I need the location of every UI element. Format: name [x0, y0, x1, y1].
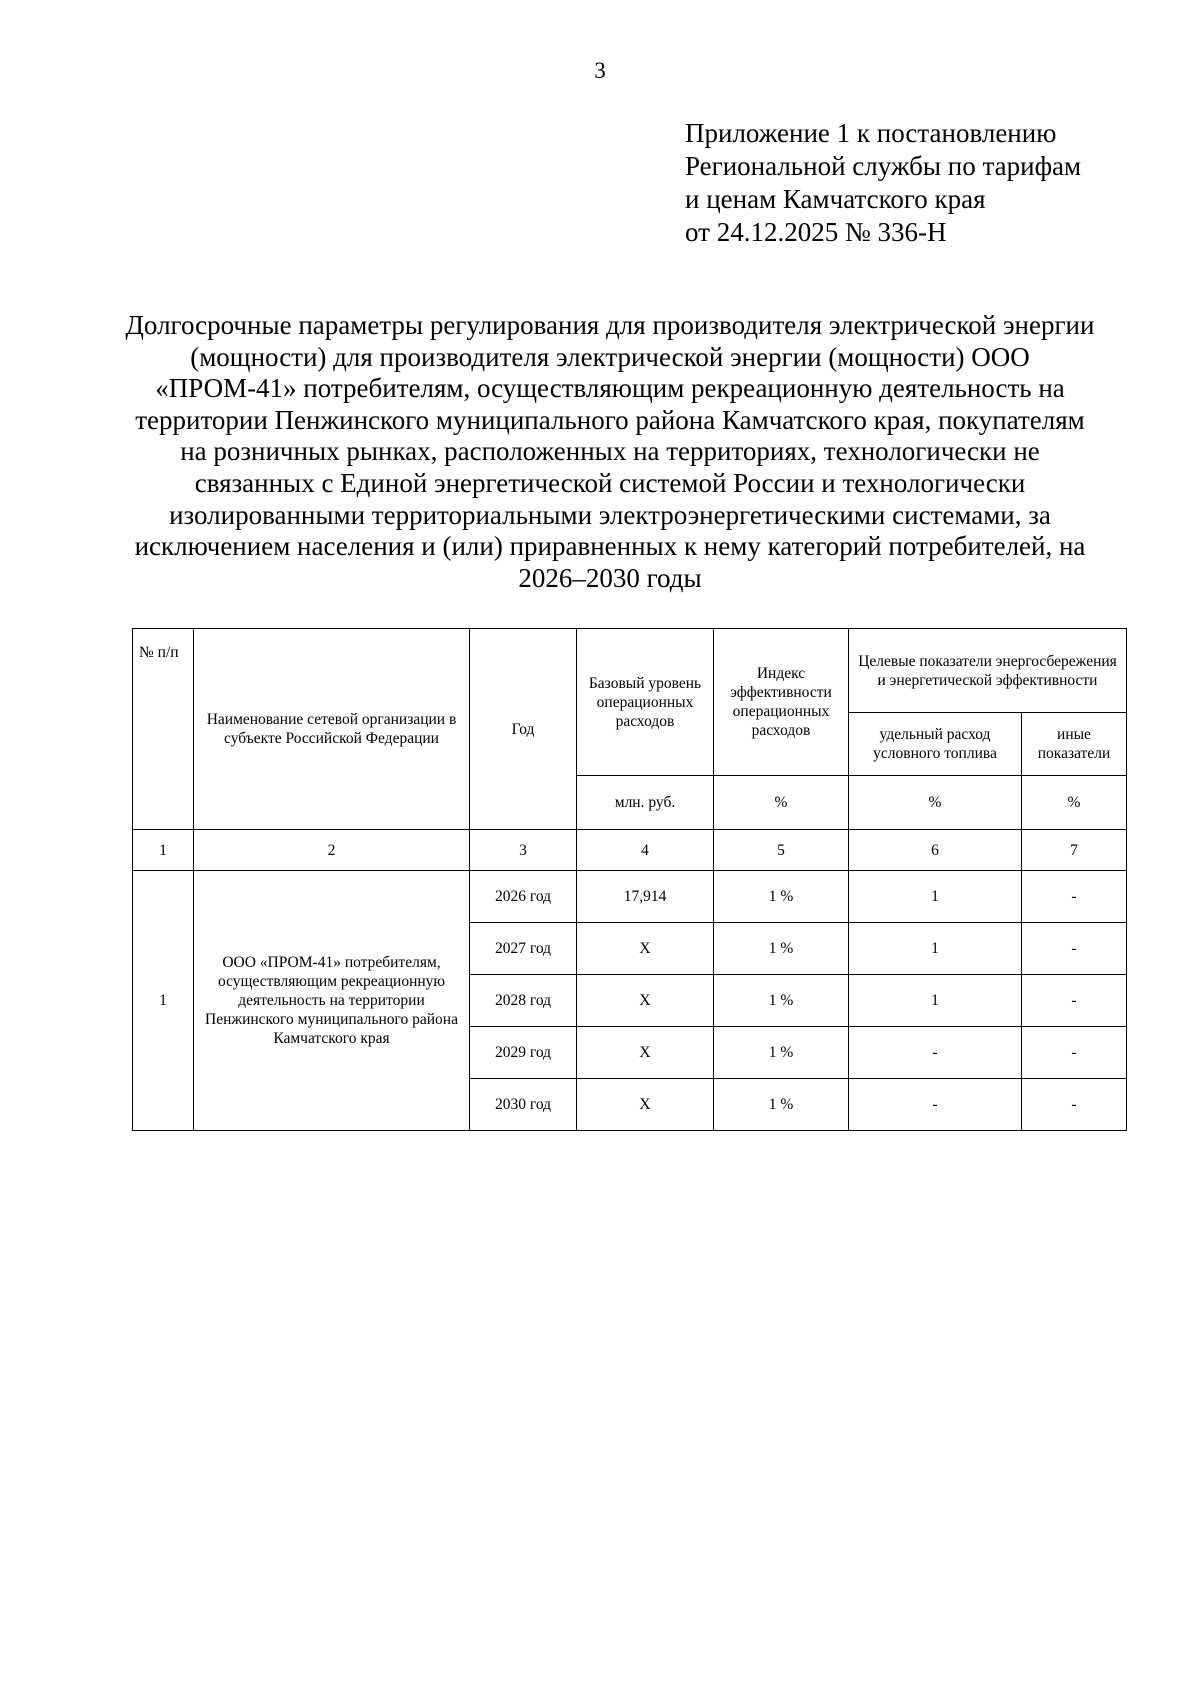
column-number: 3 — [470, 830, 577, 871]
appendix-line: и ценам Камчатского края — [685, 184, 986, 214]
cell-base: X — [577, 923, 714, 975]
cell-fuel: - — [849, 1027, 1022, 1079]
cell-base: X — [577, 975, 714, 1027]
column-number: 4 — [577, 830, 714, 871]
cell-year: 2029 год — [470, 1027, 577, 1079]
cell-other: - — [1022, 871, 1127, 923]
appendix-line: Приложение 1 к постановлению — [685, 118, 1057, 148]
cell-base: X — [577, 1027, 714, 1079]
cell-index: 1 % — [714, 923, 849, 975]
organization-name: ООО «ПРОМ-41» потребителям, осуществляющим рекреационную деятельность на территории Пенжинского муниципального района Камчатского края — [194, 871, 470, 1131]
header-no: № п/п — [133, 629, 194, 830]
appendix-line: Региональной службы по тарифам — [685, 151, 1082, 181]
column-numbers-row — [133, 830, 1127, 871]
header-base-level: Базовый уровень операционных расходов — [577, 629, 714, 776]
header-year: Год — [470, 629, 577, 830]
unit-index: % — [714, 776, 849, 830]
column-number: 1 — [133, 830, 194, 871]
cell-fuel: 1 — [849, 923, 1022, 975]
unit-other: % — [1022, 776, 1127, 830]
row-number: 1 — [133, 871, 194, 1131]
cell-year: 2028 год — [470, 975, 577, 1027]
cell-fuel: 1 — [849, 975, 1022, 1027]
parameters-table — [132, 628, 1127, 1131]
page-number: 3 — [594, 58, 606, 83]
header-efficiency-index: Индекс эффективности операционных расходов — [714, 629, 849, 776]
cell-other: - — [1022, 923, 1127, 975]
column-number: 2 — [194, 830, 470, 871]
column-number: 6 — [849, 830, 1022, 871]
header-fuel-consumption: удельный расход условного топлива — [849, 713, 1022, 776]
cell-fuel: 1 — [849, 871, 1022, 923]
column-number: 5 — [714, 830, 849, 871]
cell-index: 1 % — [714, 975, 849, 1027]
column-number: 7 — [1022, 830, 1127, 871]
cell-year: 2030 год — [470, 1079, 577, 1131]
header-other-indicators: иные показатели — [1022, 713, 1127, 776]
unit-fuel: % — [849, 776, 1022, 830]
cell-year: 2027 год — [470, 923, 577, 975]
table-row — [133, 871, 1127, 923]
cell-other: - — [1022, 975, 1127, 1027]
appendix-reference — [685, 117, 1081, 249]
header-target-indicators: Целевые показатели энергосбережения и энергетической эффективности — [849, 629, 1127, 713]
appendix-line: от 24.12.2025 № 336-Н — [685, 217, 947, 247]
cell-base: 17,914 — [577, 871, 714, 923]
header-organization: Наименование сетевой организации в субъекте Российской Федерации — [194, 629, 470, 830]
cell-other: - — [1022, 1027, 1127, 1079]
cell-base: X — [577, 1079, 714, 1131]
cell-other: - — [1022, 1079, 1127, 1131]
cell-index: 1 % — [714, 871, 849, 923]
cell-index: 1 % — [714, 1079, 849, 1131]
cell-year: 2026 год — [470, 871, 577, 923]
cell-fuel: - — [849, 1079, 1022, 1131]
document-title: Долгосрочные параметры регулирования для производителя электрической энергии (мощности) для производителя электрической энергии (мощности) ООО «ПРОМ-41» потребителям, осуществляющим рекреационную деятельность на территории Пенжинского муниципального района Камчатского края, покупателям на розничных рынках, расположенных на территориях, технологически не связанных с Единой энергетической системой России и технологически изолированными территориальными электроэнергетическими системами, за исключением населения и (или) приравненных к нему категорий потребителей, на 2026–2030 годы — [125, 310, 1095, 593]
cell-index: 1 % — [714, 1027, 849, 1079]
unit-base: млн. руб. — [577, 776, 714, 830]
